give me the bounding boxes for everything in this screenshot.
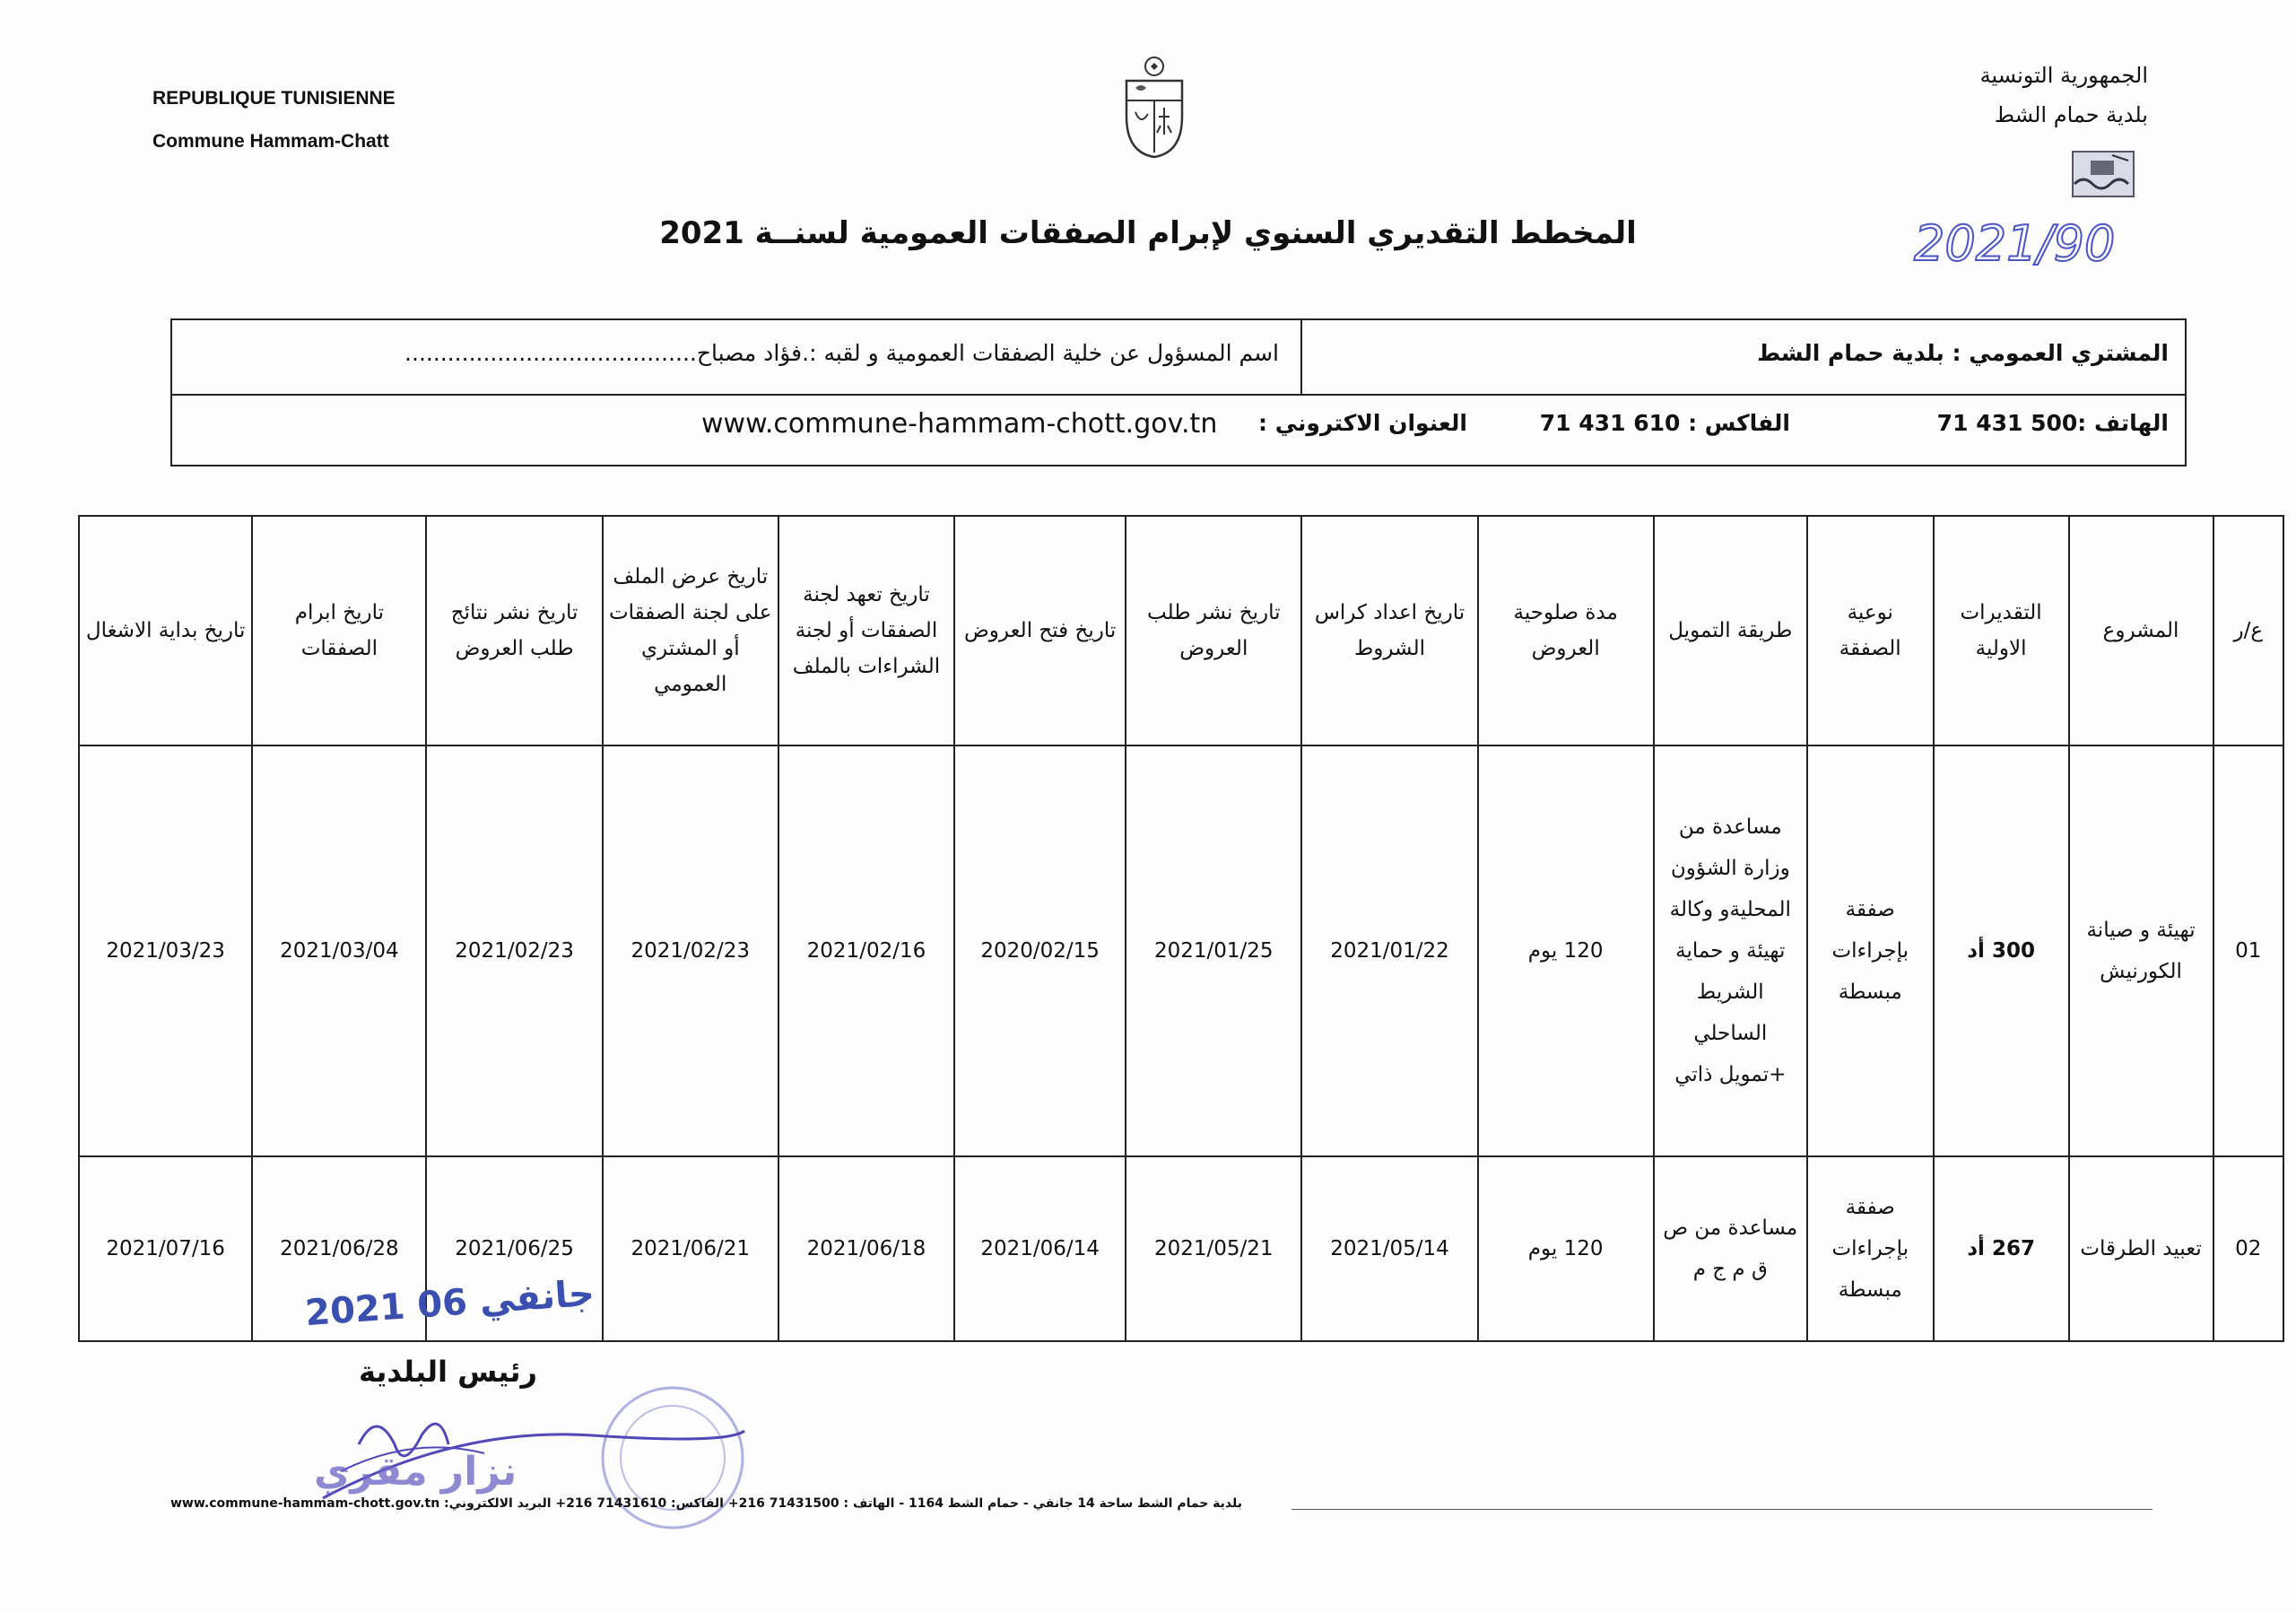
page-title: المخطط التقديري السنوي لإبرام الصفقات العمومية لسنــة 2021	[659, 215, 1637, 251]
table-row	[79, 745, 2283, 1156]
date-cell: 2021/06/28	[252, 1156, 426, 1341]
french-header	[152, 77, 396, 163]
procurement-plan-table	[78, 515, 2284, 1342]
header-cell: تاريخ اعداد كراس الشروط	[1301, 516, 1477, 745]
date-cell: 2021/02/16	[778, 745, 954, 1156]
footer-divider	[1292, 1509, 2152, 1510]
date-cell: 2021/05/14	[1301, 1156, 1477, 1341]
estimate-cell: 267 أد	[1934, 1156, 2069, 1341]
table-header-row	[79, 516, 2283, 745]
date-cell: 2021/03/23	[79, 745, 252, 1156]
buyer-label: المشتري العمومي : بلدية حمام الشط	[1757, 340, 2169, 366]
date-cell: 2021/02/23	[426, 745, 602, 1156]
date-cell: 2021/02/23	[603, 745, 778, 1156]
republic-label: REPUBLIQUE TUNISIENNE	[152, 88, 396, 109]
footer-address: بلدية حمام الشط ساحة 14 جانفي - حمام الشط 1164 - الهاتف : 71431500 216+ الفاكس: 71431610 216+ البريد الالكتروني: www.commune-hammam-chott.gov.tn	[170, 1496, 1242, 1511]
municipality-logo-icon	[2067, 148, 2139, 200]
header-cell: طريقة التمويل	[1654, 516, 1807, 745]
header-cell: نوعية الصفقة	[1807, 516, 1934, 745]
arabic-header	[1980, 56, 2148, 135]
commune-label: Commune Hammam-Chatt	[152, 131, 389, 152]
fax-label: الفاكس : 610 431 71	[1539, 410, 1790, 436]
republic-label-ar: الجمهورية التونسية	[1979, 63, 2148, 88]
estimate-cell: 300 أد	[1934, 745, 2069, 1156]
header-cell: التقديرات الاولية	[1934, 516, 2069, 745]
date-cell: 2021/05/21	[1126, 1156, 1301, 1341]
mayor-title: رئيس البلدية	[359, 1355, 537, 1389]
responsible-label: اسم المسؤول عن خلية الصفقات العمومية و لقبه :.فؤاد مصباح.........................................	[404, 340, 1279, 366]
date-stamp: 2021 جانفي 06	[303, 1272, 596, 1335]
header-cell: تاريخ نشر نتائج طلب العروض	[426, 516, 602, 745]
date-cell: 2021/07/16	[79, 1156, 252, 1341]
header-cell: المشروع	[2069, 516, 2213, 745]
tunisia-emblem-icon	[1119, 54, 1189, 160]
handwritten-reference-text: 2021/90	[1914, 215, 2116, 272]
project-cell: تعبيد الطرقات	[2069, 1156, 2213, 1341]
header-cell: مدة صلوحية العروض	[1478, 516, 1654, 745]
buyer-info-box	[170, 318, 2187, 466]
type-cell: صفقة بإجراءات مبسطة	[1807, 745, 1934, 1156]
project-cell: تهيئة و صيانة الكورنيش	[2069, 745, 2213, 1156]
date-cell: 2021/06/14	[954, 1156, 1126, 1341]
validity-cell: 120 يوم	[1478, 745, 1654, 1156]
email-value: www.commune-hammam-chott.gov.tn	[701, 408, 1218, 440]
header-cell: ع/ر	[2213, 516, 2283, 745]
email-label: العنوان الاكتروني :	[1258, 410, 1467, 436]
mayor-name: نزار مقري	[314, 1449, 517, 1495]
date-cell: 2021/06/18	[778, 1156, 954, 1341]
financing-cell: مساعدة من وزارة الشؤون المحليةو وكالة تهيئة و حماية الشريط الساحلي +تمويل ذاتي	[1654, 745, 1807, 1156]
date-cell: 2021/03/04	[252, 745, 426, 1156]
commune-label-ar: بلدية حمام الشط	[1994, 102, 2148, 127]
type-cell: صفقة بإجراءات مبسطة	[1807, 1156, 1934, 1341]
phone-label: الهاتف :500 431 71	[1936, 410, 2169, 436]
row-number: 02	[2213, 1156, 2283, 1341]
date-cell: 2021/01/22	[1301, 745, 1477, 1156]
financing-cell: مساعدة من ص ق م ج م	[1654, 1156, 1807, 1341]
date-cell: 2021/01/25	[1126, 745, 1301, 1156]
header-cell: تاريخ عرض الملف على لجنة الصفقات أو المشتري العمومي	[603, 516, 778, 745]
date-cell: 2020/02/15	[954, 745, 1126, 1156]
row-number: 01	[2213, 745, 2283, 1156]
header-cell: تاريخ نشر طلب العروض	[1126, 516, 1301, 745]
date-cell: 2021/06/25	[426, 1156, 602, 1341]
date-cell: 2021/06/21	[603, 1156, 778, 1341]
header-cell: تاريخ بداية الاشغال	[79, 516, 252, 745]
header-cell: تاريخ ابرام الصفقات	[252, 516, 426, 745]
header-cell: تاريخ تعهد لجنة الصفقات أو لجنة الشراءات بالملف	[778, 516, 954, 745]
header-cell: تاريخ فتح العروض	[954, 516, 1126, 745]
validity-cell: 120 يوم	[1478, 1156, 1654, 1341]
